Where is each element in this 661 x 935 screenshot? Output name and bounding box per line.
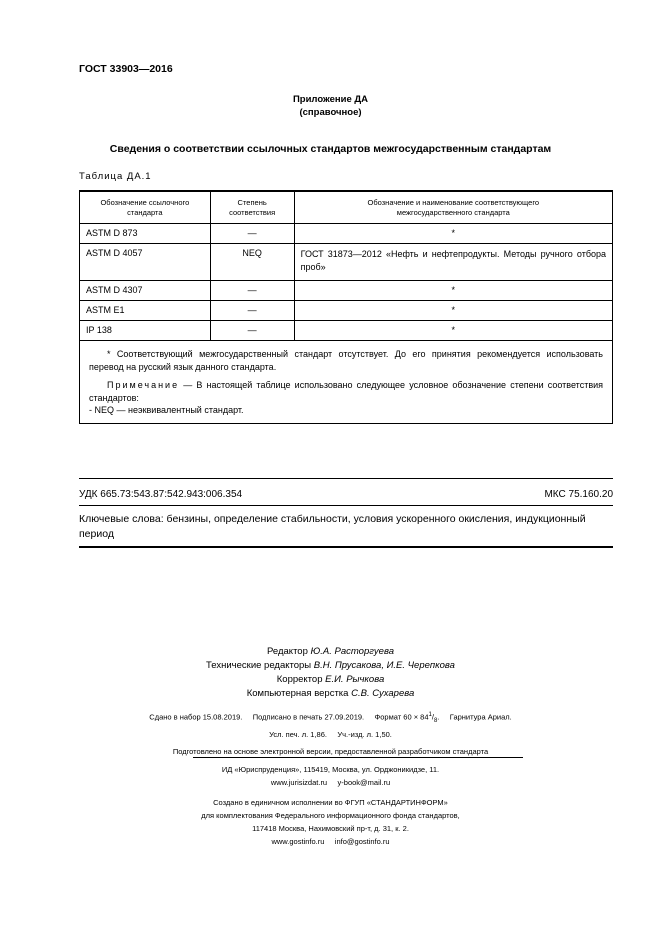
table-row [80, 224, 613, 244]
credit-editor: Редактор Ю.А. Расторгуева [266, 646, 394, 657]
table-header-row [80, 191, 613, 224]
ref-standard-cell: ASTM D 873 [80, 224, 211, 244]
degree-cell: — [210, 301, 294, 321]
producer-line-4: www.gostinfo.ru info@gostinfo.ru [271, 837, 390, 846]
interstate-cell: * [294, 224, 612, 244]
degree-cell: — [210, 224, 294, 244]
table-label: Таблица ДА.1 [79, 171, 152, 182]
table-row [80, 244, 613, 281]
keywords: Ключевые слова: бензины, определение стабильности, условия ускоренного окисления, индукционный период [79, 513, 586, 540]
degree-cell: — [210, 281, 294, 301]
udk-code: УДК 665.73:543.87:542.943:006.354 [79, 489, 243, 500]
note-label: Примечание [107, 380, 180, 390]
credit-layout: Компьютерная верстка С.В. Сухарева [246, 688, 415, 699]
appendix-title: Приложение ДА [292, 94, 369, 105]
mks-code: МКС 75.160.20 [544, 489, 613, 500]
table-notes-row [80, 341, 613, 424]
interstate-cell: * [294, 281, 612, 301]
column-header-degree: Степень соответствия [210, 191, 294, 224]
document-code: ГОСТ 33903—2016 [79, 63, 173, 75]
table-footnote: * Соответствующий межгосударственный стандарт отсутствует. До его принятия рекомендуется использовать перевод на русский язык данного стандарта. [89, 349, 603, 372]
degree-cell: — [210, 321, 294, 341]
credit-corrector: Корректор Е.И. Рычкова [276, 674, 385, 685]
ref-standard-cell: ASTM E1 [80, 301, 211, 321]
imprint-line-3: Подготовлено на основе электронной версии, предоставленной разработчиком стандарта [172, 747, 489, 756]
imprint-block [0, 709, 661, 758]
interstate-cell: * [294, 321, 612, 341]
interstate-cell: ГОСТ 31873—2012 «Нефть и нефтепродукты. Методы ручного отбора проб» [294, 244, 612, 281]
column-header-interstate: Обозначение и наименование соответствующего межгосударственного стандарта [294, 191, 612, 224]
imprint-line-1: Сдано в набор 15.08.2019. Подписано в печать 27.09.2019. Формат $60 \times 84^1/_8$. Гарнитура Ариал. [149, 712, 512, 724]
degree-cell: NEQ [210, 244, 294, 281]
column-header-ref: Обозначение ссылочного стандарта [80, 191, 211, 224]
credit-tech-editors: Технические редакторы В.Н. Прусакова, И.Е. Черепкова [206, 660, 455, 671]
publisher-line-2: www.jurisizdat.ru y-book@mail.ru [270, 778, 391, 787]
separator-line-bottom [79, 546, 613, 548]
ref-standard-cell: IP 138 [80, 321, 211, 341]
note-item: - NEQ — неэквивалентный стандарт. [89, 405, 244, 415]
publisher-block [0, 763, 661, 789]
table-notes-cell [80, 341, 613, 424]
producer-block [0, 796, 661, 848]
table-note [89, 379, 603, 404]
appendix-subtitle: (справочное) [299, 107, 362, 118]
credits-block [0, 645, 661, 701]
table-row [80, 321, 613, 341]
producer-line-1: Создано в единичном исполнении во ФГУП «СТАНДАРТИНФОРМ» [213, 798, 448, 807]
separator-line-middle [79, 505, 613, 506]
imprint-line-2: Усл. печ. л. 1,86. Уч.-изд. л. 1,50. [269, 730, 392, 739]
producer-line-3: 117418 Москва, Нахимовский пр-т, д. 31, к. 2. [252, 824, 409, 833]
table-row [80, 301, 613, 321]
section-title: Сведения о соответствии ссылочных стандартов межгосударственным стандартам [109, 143, 552, 155]
ref-standard-cell: ASTM D 4307 [80, 281, 211, 301]
ref-standard-cell: ASTM D 4057 [80, 244, 211, 281]
producer-line-2: для комплектования Федерального информационного фонда стандартов, [201, 811, 460, 820]
publisher-line-1: ИД «Юриспруденция», 115419, Москва, ул. Орджоникидзе, 11. [221, 765, 440, 774]
separator-line-top [79, 478, 613, 479]
interstate-cell: * [294, 301, 612, 321]
separator-line-short [193, 757, 523, 758]
note-text: — В настоящей таблице использовано следующее условное обозначение степени соответствия стандартов: [89, 380, 603, 403]
standards-correspondence-table [79, 190, 613, 424]
table-row [80, 281, 613, 301]
